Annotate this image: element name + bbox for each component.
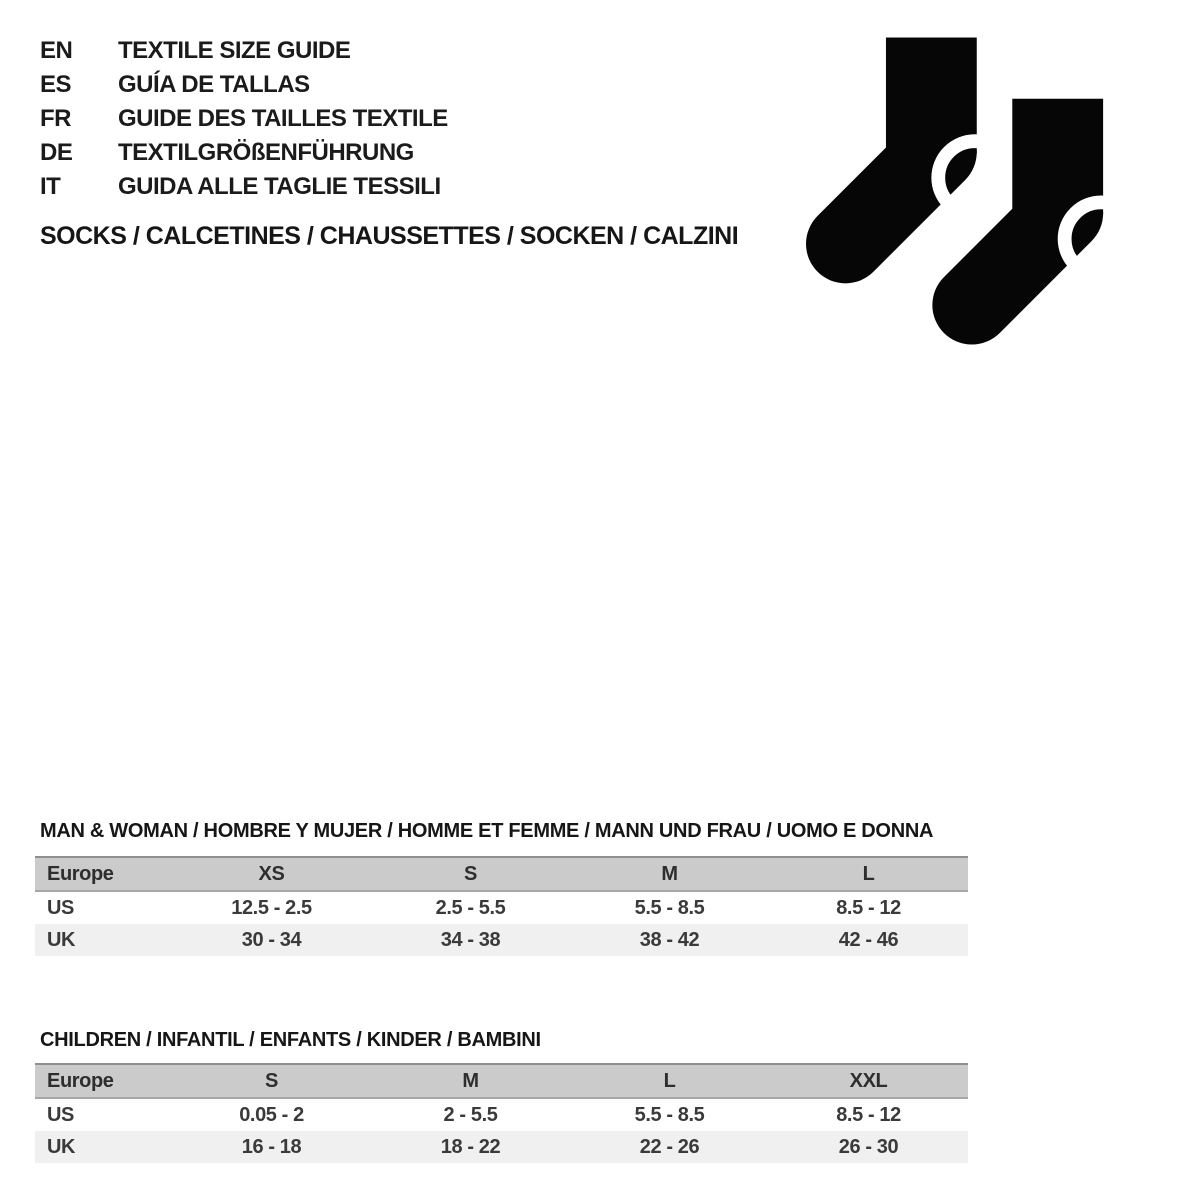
socks-icon-svg [806,37,1112,349]
table-header-row [35,1064,968,1098]
column-header-size: XXL [849,1069,888,1092]
language-row-de [40,136,448,170]
language-title: TEXTILE SIZE GUIDE [118,37,351,64]
language-row-fr [40,102,448,136]
column-header-size: XS [258,862,285,885]
language-row-es [40,68,448,102]
size-cell: 30 - 34 [241,928,302,951]
table-header-row [35,857,968,891]
table-row-us [35,1098,968,1131]
table-row-us [35,891,968,924]
row-label: UK [47,928,76,951]
size-cell: 5.5 - 8.5 [634,1103,705,1126]
language-code: DE [40,139,73,166]
language-code: ES [40,71,72,98]
column-header-size: L [663,1069,676,1092]
size-cell: 8.5 - 12 [836,1103,901,1126]
language-row-it [40,170,448,204]
size-cell: 16 - 18 [241,1135,302,1158]
row-label: US [47,896,74,919]
column-header-size: M [661,862,678,885]
size-cell: 42 - 46 [838,928,899,951]
socks-icon [806,37,1112,349]
language-title: GUÍA DE TALLAS [118,71,310,98]
size-cell: 22 - 26 [639,1135,700,1158]
column-header-size: M [462,1069,479,1092]
language-title: TEXTILGRÖßENFÜHRUNG [118,139,414,166]
language-title: GUIDA ALLE TAGLIE TESSILI [118,173,441,200]
size-cell: 12.5 - 2.5 [231,896,312,919]
size-table-children [35,1063,968,1163]
column-header-size: S [464,862,477,885]
size-cell: 5.5 - 8.5 [634,896,705,919]
column-header-europe: Europe [47,862,114,885]
table-row-uk [35,1131,968,1163]
row-label: UK [47,1135,76,1158]
column-header-size: L [862,862,875,885]
language-row-en [40,34,448,68]
size-cell: 2 - 5.5 [443,1103,498,1126]
size-cell: 34 - 38 [440,928,501,951]
language-code: EN [40,37,73,64]
size-cell: 18 - 22 [440,1135,501,1158]
column-header-europe: Europe [47,1069,114,1092]
sock-left [845,38,1011,244]
size-cell: 8.5 - 12 [836,896,901,919]
size-cell: 2.5 - 5.5 [435,896,506,919]
size-cell: 0.05 - 2 [239,1103,304,1126]
column-header-size: S [265,1069,278,1092]
size-table-man-woman [35,856,968,956]
category-heading: SOCKS / CALCETINES / CHAUSSETTES / SOCKEN / CALZINI [40,222,739,250]
table-title-children: CHILDREN / INFANTIL / ENFANTS / KINDER / BAMBINI [40,1029,541,1051]
size-cell: 38 - 42 [639,928,700,951]
table-title-man-woman: MAN & WOMAN / HOMBRE Y MUJER / HOMME ET FEMME / MANN UND FRAU / UOMO E DONNA [40,820,934,842]
language-title: GUIDE DES TAILLES TEXTILE [118,105,448,132]
language-code: FR [40,105,71,132]
language-title-list [40,34,448,204]
table-row-uk [35,924,968,956]
row-label: US [47,1103,74,1126]
size-cell: 26 - 30 [838,1135,899,1158]
language-code: IT [40,173,61,200]
